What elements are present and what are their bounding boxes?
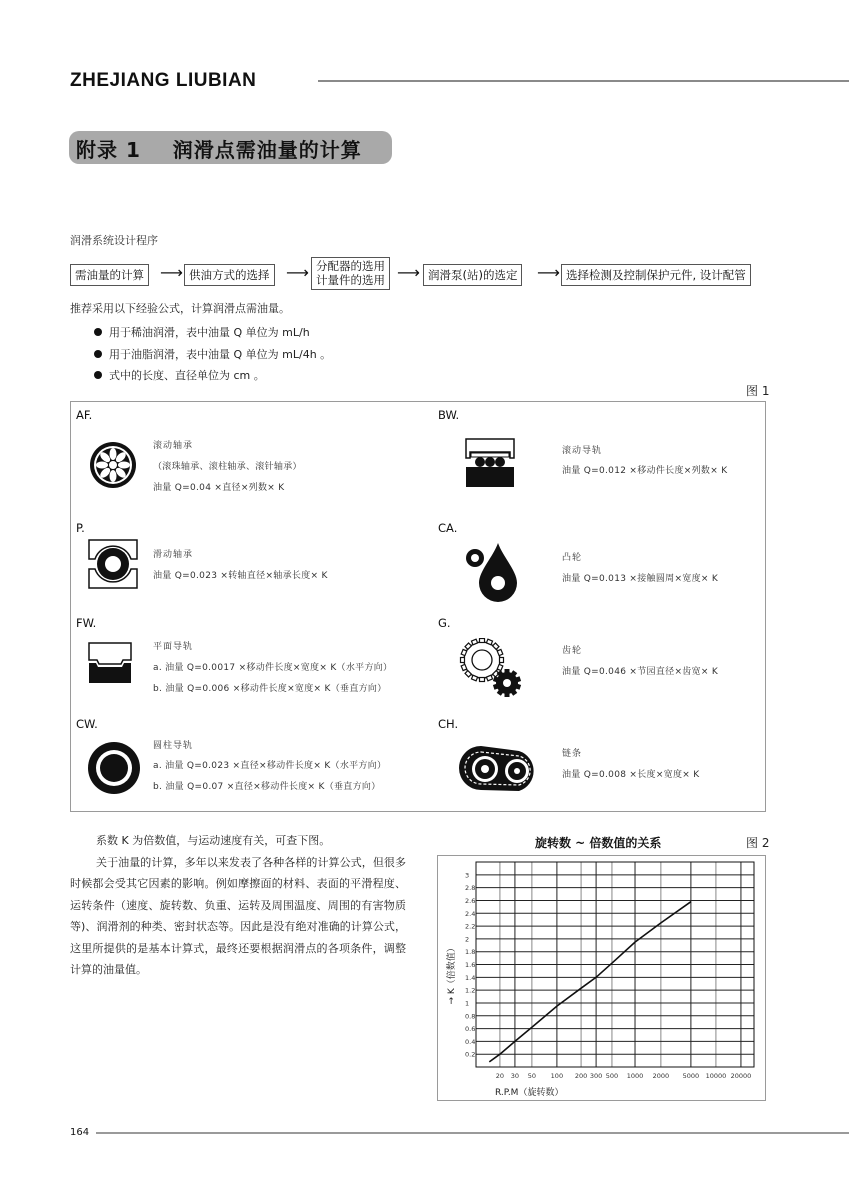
gear-tooth <box>465 671 471 677</box>
arrow-icon: ⟶ <box>160 263 183 282</box>
flow-step-3 <box>311 257 390 290</box>
cell-formula: 油量 Q=0.023 ×转轴直径×轴承长度× K <box>153 571 328 581</box>
procedure-label: 润滑系统设计程序 <box>70 234 158 247</box>
y-tick-label: 1.4 <box>465 973 476 982</box>
x-tick-label: 500 <box>605 1072 619 1080</box>
cell-formula: （滚珠轴承、滚柱轴承、滚针轴承） <box>153 462 302 472</box>
x-tick-label: 50 <box>527 1072 537 1080</box>
y-axis-label: → K（倍数值） <box>447 943 457 1005</box>
y-tick-label: 0.2 <box>465 1050 476 1059</box>
cell-formula: b. 油量 Q=0.006 ×移动件长度×宽度× K（垂直方向） <box>153 684 387 694</box>
cell-code: FW. <box>76 616 97 630</box>
gear-tooth <box>461 649 467 655</box>
cell-formula: b. 油量 Q=0.07 ×直径×移动件长度× K（垂直方向） <box>153 782 381 792</box>
flow-step-text: 计量件的选用 <box>316 273 385 287</box>
flow-step-text: 选择检测及控制保护元件, 设计配管 <box>566 268 746 282</box>
y-tick-label: 2.6 <box>465 896 476 905</box>
cell-code: CA. <box>438 521 458 535</box>
cell-code: AF. <box>76 408 93 422</box>
cell-name: 滑动轴承 <box>153 550 194 560</box>
chain-icon <box>459 743 541 793</box>
cell-formula: 油量 Q=0.012 ×移动件长度×列数× K <box>562 466 728 476</box>
gear-tooth <box>461 658 465 663</box>
paragraph: 系数 K 为倍数值，与运动速度有关，可查下图。 <box>96 834 331 847</box>
brand-name: ZHEJIANG LIUBIAN <box>70 70 257 91</box>
cell-name: 滚动导轨 <box>562 446 603 456</box>
flow-step-text: 供油方式的选择 <box>189 268 270 282</box>
bullet-item <box>94 346 331 362</box>
gear-tooth <box>505 692 510 697</box>
flow-step-text: 润滑泵(站)的选定 <box>428 268 518 282</box>
gear-tooth <box>497 649 503 655</box>
y-tick-label: 3 <box>465 871 470 880</box>
y-tick-label: 0.6 <box>465 1025 476 1034</box>
cell-code: P. <box>76 521 85 535</box>
cell-name: 平面导轨 <box>153 642 194 652</box>
cell-code: CH. <box>438 717 459 731</box>
bullet-item <box>94 367 265 383</box>
cell-code: CW. <box>76 717 98 731</box>
gear-tooth <box>486 639 492 645</box>
x-tick-label: 2000 <box>652 1072 670 1080</box>
gear-tooth <box>480 639 485 643</box>
arrow-icon: ⟶ <box>286 263 309 282</box>
figure-1-label: 图 1 <box>746 384 770 398</box>
cell-formula: a. 油量 Q=0.023 ×直径×移动件长度× K（水平方向） <box>153 761 387 771</box>
y-tick-label: 2.4 <box>465 909 476 918</box>
y-tick-label: 1.8 <box>465 948 476 957</box>
x-tick-label: 5000 <box>682 1072 700 1080</box>
gear-tooth <box>465 643 471 649</box>
flow-step-text: 分配器的选用 <box>316 259 385 273</box>
y-tick-label: 2.2 <box>465 922 476 931</box>
x-axis-label: R.P.M（旋转数） <box>495 1088 564 1098</box>
cell-name: 滚动轴承 <box>153 441 194 451</box>
arrow-icon: ⟶ <box>397 263 420 282</box>
gear-tooth <box>480 678 485 682</box>
arrow-icon: ⟶ <box>537 263 560 282</box>
gear-tooth <box>486 675 492 681</box>
cam-icon <box>465 543 520 603</box>
flow-step-text: 需油量的计算 <box>75 268 144 282</box>
bullet-text: 用于稀油润滑，表中油量 Q 单位为 mL/h <box>109 326 310 339</box>
flow-step-4 <box>423 264 522 286</box>
flow-step-5 <box>561 264 751 286</box>
y-tick-label: 2.8 <box>465 884 476 893</box>
cell-name: 齿轮 <box>562 646 583 656</box>
gear-tooth <box>505 669 510 674</box>
cell-formula: a. 油量 Q=0.0017 ×移动件长度×宽度× K（水平方向） <box>153 663 393 673</box>
cell-code: G. <box>438 616 451 630</box>
chart-title: 旋转数 ~ 倍数值的关系 <box>535 836 662 850</box>
sliding-bearing-icon <box>88 539 138 589</box>
bullet-icon <box>94 371 102 379</box>
x-tick-label: 30 <box>510 1072 520 1080</box>
rolling-guide-icon <box>465 438 515 488</box>
gear-tooth <box>471 639 477 645</box>
cell-formula: 油量 Q=0.008 ×长度×宽度× K <box>562 770 700 780</box>
x-tick-label: 300 <box>589 1072 603 1080</box>
gear-tooth <box>493 643 499 649</box>
bullet-icon <box>94 328 102 336</box>
cylindrical-guide-icon <box>87 741 141 795</box>
x-tick-label: 10000 <box>705 1072 727 1080</box>
cell-name: 链条 <box>562 749 583 759</box>
x-tick-label: 20000 <box>730 1072 752 1080</box>
y-tick-label: 0.4 <box>465 1037 476 1046</box>
flat-guide-icon <box>88 642 132 684</box>
x-tick-label: 20 <box>495 1072 505 1080</box>
body-text <box>70 830 406 981</box>
cell-formula: 油量 Q=0.04 ×直径×列数× K <box>153 483 285 493</box>
cell-name: 凸轮 <box>562 553 583 563</box>
intro-text: 推荐采用以下经验公式，计算润滑点需油量。 <box>70 302 290 315</box>
gear-tooth <box>497 664 503 670</box>
cell-formula: 油量 Q=0.013 ×接触圆周×宽度× K <box>562 574 719 584</box>
cell-name: 圆柱导轨 <box>153 741 194 751</box>
bullet-icon <box>94 350 102 358</box>
y-tick-label: 0.8 <box>465 1012 476 1021</box>
cell-code: BW. <box>438 408 460 422</box>
footer-rule <box>96 1132 849 1134</box>
bullet-item <box>94 324 310 340</box>
gear-tooth <box>471 675 477 681</box>
flow-step-1 <box>70 264 149 286</box>
cell-formula: 油量 Q=0.046 ×节园直径×齿宽× K <box>562 667 719 677</box>
bullet-text: 用于油脂润滑，表中油量 Q 单位为 mL/4h 。 <box>109 348 332 361</box>
y-tick-label: 1.6 <box>465 961 476 969</box>
paragraph: 关于油量的计算，多年以来发表了各种各样的计算公式，但很多时候都会受其它因素的影响。例如摩擦面的材料、表面的平滑程度、运转条件（速度、旋转数、负重、运转及周围温度、周围的有害物质等)、润滑剂的种类、密封状态等。因此是没有绝对准确的计算公式，这里所提供的是基本计算式，最终还要根据润滑点的各项条件，调整计算的油量值。 <box>70 855 406 976</box>
figure-2-label: 图 2 <box>746 836 770 850</box>
x-tick-label: 200 <box>574 1072 588 1080</box>
y-tick-label: 2 <box>465 935 470 944</box>
flow-step-2 <box>184 264 275 286</box>
page-title: 附录 1 润滑点需油量的计算 <box>76 138 362 162</box>
gear-icon <box>458 638 524 700</box>
gear-tooth <box>500 658 504 663</box>
gear-tooth <box>461 664 467 670</box>
y-tick-label: 1 <box>465 999 470 1008</box>
bullet-text: 式中的长度、直径单位为 cm 。 <box>109 369 265 382</box>
y-tick-label: 1.2 <box>465 986 476 995</box>
x-tick-label: 1000 <box>626 1072 644 1080</box>
rpm-k-chart <box>437 855 766 1101</box>
header-rule <box>318 80 849 82</box>
x-tick-label: 100 <box>550 1072 564 1080</box>
rolling-bearing-icon <box>88 440 138 490</box>
page-number: 164 <box>70 1127 90 1138</box>
